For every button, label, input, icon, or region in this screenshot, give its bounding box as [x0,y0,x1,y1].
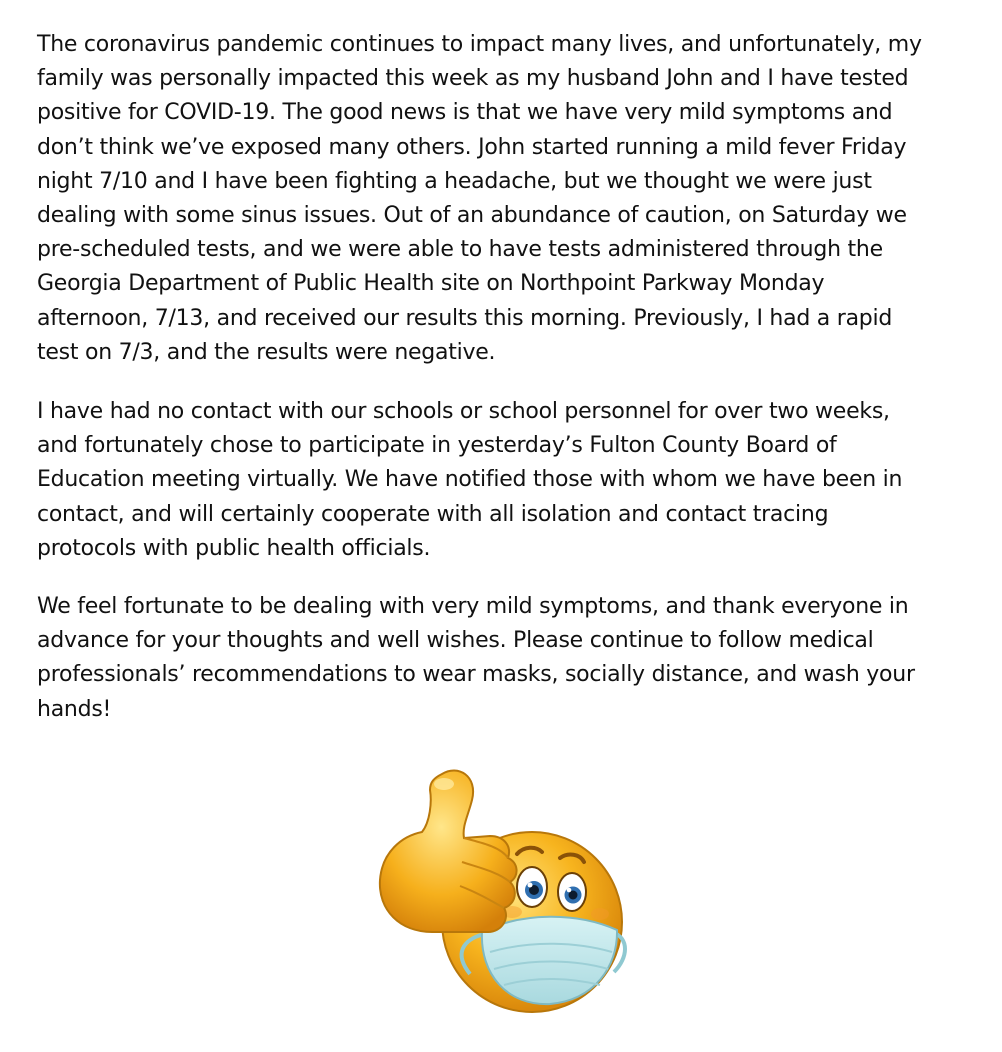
thumbs-up-hand-shape [380,770,517,932]
thumbs-up-masked-emoji-icon [372,762,642,1017]
paragraph-no-contact: I have had no contact with our schools or school personnel for over two weeks, and fortunately chose to participate in yesterday’s Fulton County Board of Education meeting virtually. We have notified those with whom we have been in contact, and will certainly cooperate with all isolation and contact tracing protocols with public health officials. [37,399,903,561]
paragraph-test-results: The coronavirus pandemic continues to impact many lives, and unfortunately, my family was personally impacted this week as my husband John and I have tested positive for COVID-19. The good news is that we have very mild symptoms and don’t think we’ve exposed many others. John started running a mild fever Friday night 7/10 and I have been fighting a headache, but we thought we were just dealing with some sinus issues. Out of an abundance of caution, on Saturday we pre-scheduled tests, and we were able to have tests administered through the Georgia Department of Public Health site on Northpoint Parkway Monday afternoon, 7/13, and received our results this morning. Previously, I had a rapid test on 7/3, and the results were negative. [37,32,922,365]
paragraph-thanks: We feel fortunate to be dealing with very mild symptoms, and thank everyone in advance for your thoughts and well wishes. Please continue to follow medical professionals’ recommendations to wear masks, socially distance, and wash your hands! [37,594,915,722]
